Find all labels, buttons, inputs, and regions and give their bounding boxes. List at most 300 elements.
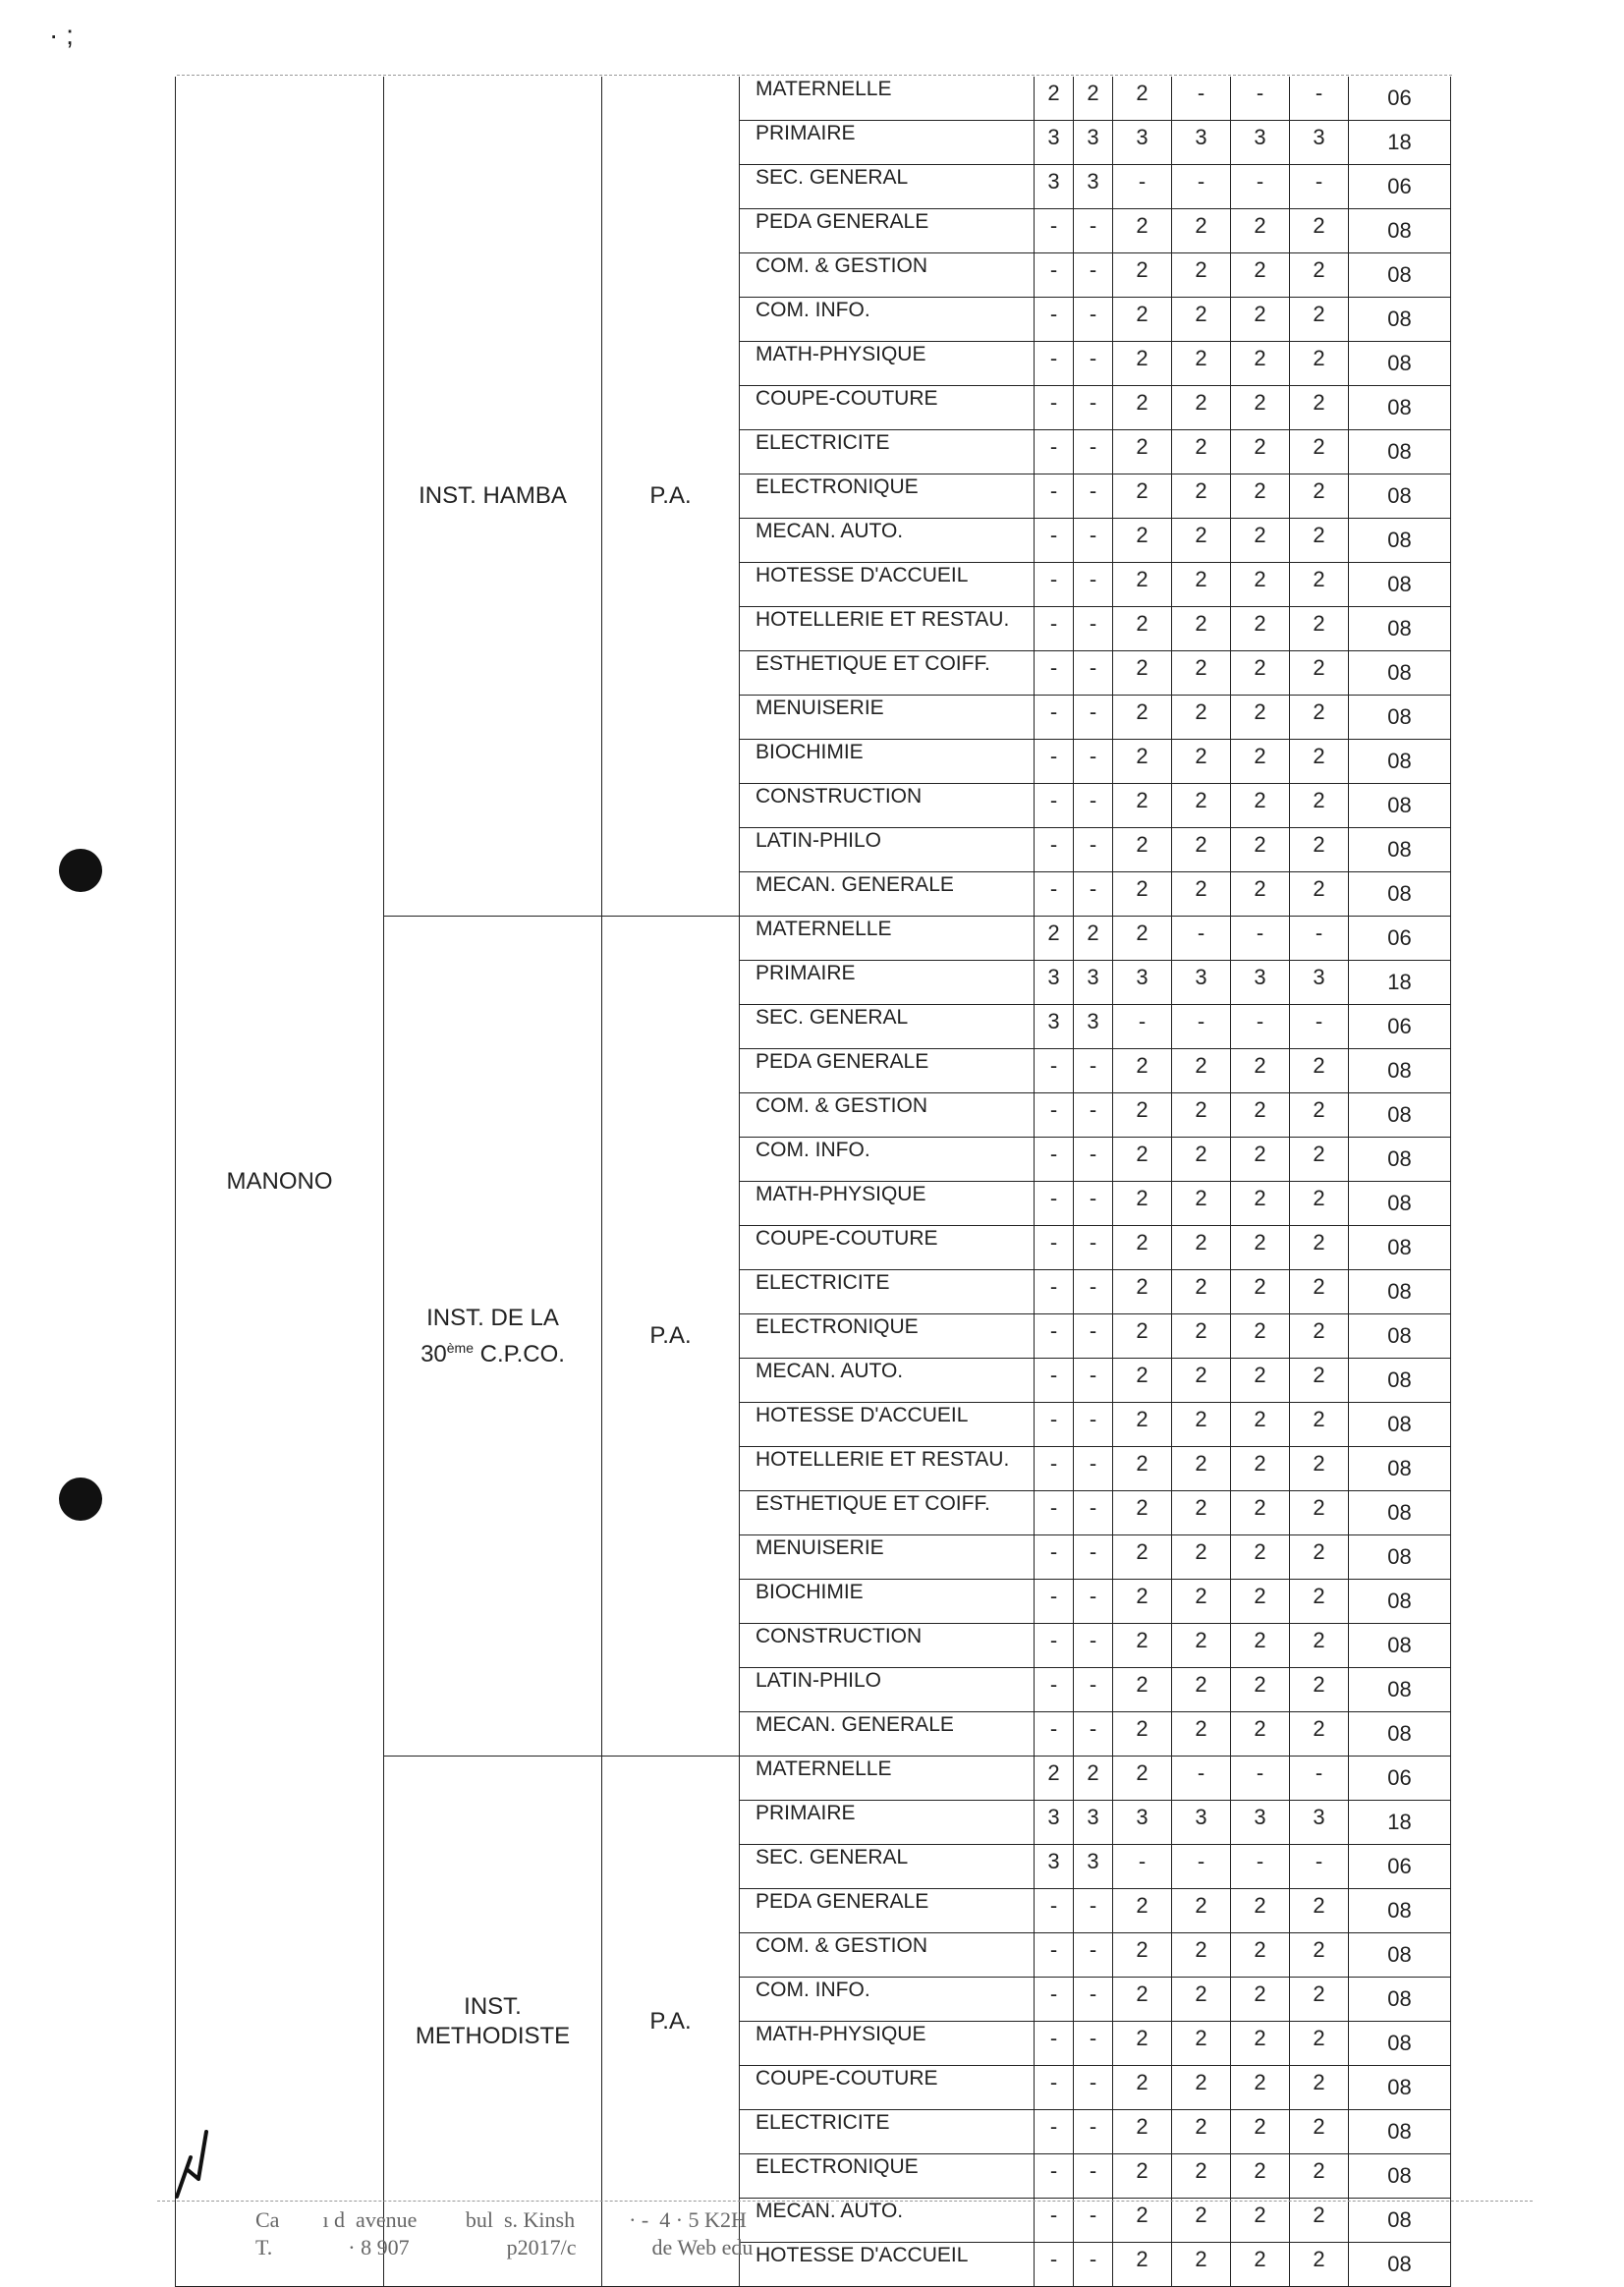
class-count-cell: 2 xyxy=(1172,2066,1231,2110)
class-count-cell: 2 xyxy=(1113,2110,1172,2154)
table-row xyxy=(176,77,1451,121)
class-count-cell: 2 xyxy=(1290,696,1349,740)
class-count-cell: 2 xyxy=(1231,1049,1290,1093)
class-count-cell: 3 xyxy=(1172,121,1231,165)
class-count-cell: 3 xyxy=(1074,165,1113,209)
class-count-cell: 2 xyxy=(1231,740,1290,784)
filiere-cell: ELECTRICITE xyxy=(740,2110,1035,2154)
class-count-cell: 2 xyxy=(1231,2110,1290,2154)
class-count-cell: 2 xyxy=(1290,1182,1349,1226)
filiere-cell: PRIMAIRE xyxy=(740,121,1035,165)
filiere-cell: MATERNELLE xyxy=(740,1757,1035,1801)
class-count-cell: 2 xyxy=(1113,563,1172,607)
class-count-cell: - xyxy=(1035,1270,1074,1314)
class-count-cell: 2 xyxy=(1113,253,1172,298)
class-count-cell: 2 xyxy=(1290,2154,1349,2199)
class-count-cell: - xyxy=(1074,2243,1113,2287)
class-count-cell: 2 xyxy=(1113,784,1172,828)
class-count-cell: 2 xyxy=(1113,740,1172,784)
filiere-cell: MECAN. GENERALE xyxy=(740,872,1035,917)
class-count-cell: 2 xyxy=(1172,1712,1231,1757)
class-count-cell: 2 xyxy=(1290,872,1349,917)
total-cell: 08 xyxy=(1349,2154,1451,2199)
class-count-cell: - xyxy=(1172,1845,1231,1889)
total-cell: 08 xyxy=(1349,1359,1451,1403)
class-count-cell: 3 xyxy=(1074,1801,1113,1845)
class-count-cell: 2 xyxy=(1113,2199,1172,2243)
class-count-cell: 2 xyxy=(1113,607,1172,651)
class-count-cell: 2 xyxy=(1290,2022,1349,2066)
class-count-cell: 2 xyxy=(1172,696,1231,740)
class-count-cell: 2 xyxy=(1172,2110,1231,2154)
filiere-cell: MATERNELLE xyxy=(740,77,1035,121)
class-count-cell: 2 xyxy=(1113,1270,1172,1314)
filiere-cell: HOTESSE D'ACCUEIL xyxy=(740,2243,1035,2287)
filiere-cell: HOTESSE D'ACCUEIL xyxy=(740,1403,1035,1447)
class-count-cell: 2 xyxy=(1231,2243,1290,2287)
total-cell: 08 xyxy=(1349,651,1451,696)
filiere-cell: BIOCHIMIE xyxy=(740,740,1035,784)
class-count-cell: - xyxy=(1035,1712,1074,1757)
class-count-cell: 2 xyxy=(1172,651,1231,696)
filiere-cell: BIOCHIMIE xyxy=(740,1580,1035,1624)
class-count-cell: 2 xyxy=(1231,1624,1290,1668)
footer xyxy=(255,2206,1484,2261)
class-count-cell: 2 xyxy=(1172,740,1231,784)
class-count-cell: - xyxy=(1074,1535,1113,1580)
class-count-cell: 2 xyxy=(1113,1491,1172,1535)
class-count-cell: - xyxy=(1035,2066,1074,2110)
class-count-cell: - xyxy=(1074,2022,1113,2066)
filiere-cell: COM. INFO. xyxy=(740,298,1035,342)
class-count-cell: 2 xyxy=(1231,563,1290,607)
class-count-cell: - xyxy=(1035,872,1074,917)
filiere-cell: LATIN-PHILO xyxy=(740,828,1035,872)
class-count-cell: 2 xyxy=(1290,784,1349,828)
class-count-cell: - xyxy=(1074,2066,1113,2110)
class-count-cell: - xyxy=(1074,253,1113,298)
class-count-cell: - xyxy=(1074,2154,1113,2199)
total-cell: 08 xyxy=(1349,2066,1451,2110)
class-count-cell: - xyxy=(1290,1845,1349,1889)
class-count-cell: 2 xyxy=(1231,1403,1290,1447)
class-count-cell: - xyxy=(1035,1624,1074,1668)
class-count-cell: - xyxy=(1074,1314,1113,1359)
class-count-cell: 3 xyxy=(1113,961,1172,1005)
territory-cell: MANONO xyxy=(176,77,384,2287)
class-count-cell: 2 xyxy=(1290,1447,1349,1491)
class-count-cell: 2 xyxy=(1113,1668,1172,1712)
total-cell: 06 xyxy=(1349,1757,1451,1801)
class-count-cell: 2 xyxy=(1113,2066,1172,2110)
filiere-cell: HOTELLERIE ET RESTAU. xyxy=(740,607,1035,651)
filiere-cell: COM. INFO. xyxy=(740,1978,1035,2022)
class-count-cell: 2 xyxy=(1172,872,1231,917)
class-count-cell: - xyxy=(1074,1403,1113,1447)
class-count-cell: - xyxy=(1074,342,1113,386)
name-prefix: 30 xyxy=(420,1340,447,1367)
class-count-cell: - xyxy=(1231,917,1290,961)
total-cell: 08 xyxy=(1349,740,1451,784)
class-count-cell: - xyxy=(1035,696,1074,740)
class-count-cell: 3 xyxy=(1035,1845,1074,1889)
class-count-cell: 2 xyxy=(1290,828,1349,872)
institution-name xyxy=(384,917,602,1757)
class-count-cell: 3 xyxy=(1074,1005,1113,1049)
total-cell: 08 xyxy=(1349,1182,1451,1226)
class-count-cell: - xyxy=(1035,1668,1074,1712)
total-cell: 08 xyxy=(1349,2022,1451,2066)
class-count-cell: 2 xyxy=(1231,872,1290,917)
class-count-cell: - xyxy=(1035,209,1074,253)
class-count-cell: - xyxy=(1172,1757,1231,1801)
class-count-cell: 2 xyxy=(1035,77,1074,121)
class-count-cell: 2 xyxy=(1172,386,1231,430)
total-cell: 08 xyxy=(1349,1712,1451,1757)
class-count-cell: 2 xyxy=(1113,1447,1172,1491)
class-count-cell: 2 xyxy=(1113,2243,1172,2287)
total-cell: 08 xyxy=(1349,1226,1451,1270)
punch-hole xyxy=(59,1478,102,1521)
class-count-cell: - xyxy=(1035,1049,1074,1093)
filiere-cell: ELECTRONIQUE xyxy=(740,1314,1035,1359)
filiere-cell: HOTESSE D'ACCUEIL xyxy=(740,563,1035,607)
class-count-cell: 2 xyxy=(1290,1889,1349,1933)
class-count-cell: 2 xyxy=(1290,253,1349,298)
class-count-cell: 3 xyxy=(1172,1801,1231,1845)
total-cell: 08 xyxy=(1349,1138,1451,1182)
class-count-cell: 3 xyxy=(1035,961,1074,1005)
filiere-cell: ELECTRICITE xyxy=(740,430,1035,474)
class-count-cell: 2 xyxy=(1231,253,1290,298)
class-count-cell: 2 xyxy=(1231,1712,1290,1757)
class-count-cell: 2 xyxy=(1113,386,1172,430)
class-count-cell: - xyxy=(1074,1447,1113,1491)
class-count-cell: 2 xyxy=(1113,342,1172,386)
footer-line-1: Ca ı d avenue bul s. Kinsh · - 4 · 5 K2H xyxy=(255,2207,747,2232)
class-count-cell: - xyxy=(1113,1845,1172,1889)
class-count-cell: 2 xyxy=(1231,209,1290,253)
class-count-cell: 3 xyxy=(1172,961,1231,1005)
total-cell: 08 xyxy=(1349,1403,1451,1447)
class-count-cell: - xyxy=(1035,607,1074,651)
total-cell: 06 xyxy=(1349,1845,1451,1889)
filiere-cell: COM. & GESTION xyxy=(740,1093,1035,1138)
class-count-cell: 2 xyxy=(1113,1093,1172,1138)
class-count-cell: 2 xyxy=(1172,2022,1231,2066)
class-count-cell: - xyxy=(1074,1138,1113,1182)
filiere-cell: MECAN. AUTO. xyxy=(740,2199,1035,2243)
class-count-cell: 2 xyxy=(1113,1359,1172,1403)
class-count-cell: 2 xyxy=(1231,2022,1290,2066)
class-count-cell: 2 xyxy=(1290,1270,1349,1314)
class-count-cell: - xyxy=(1035,253,1074,298)
regime-cell: P.A. xyxy=(602,1757,740,2287)
institution-name: INST. HAMBA xyxy=(384,77,602,917)
class-count-cell: 2 xyxy=(1113,1580,1172,1624)
filiere-cell: SEC. GENERAL xyxy=(740,1005,1035,1049)
class-count-cell: 2 xyxy=(1290,298,1349,342)
class-count-cell: 2 xyxy=(1113,2022,1172,2066)
class-count-cell: - xyxy=(1231,1757,1290,1801)
class-count-cell: - xyxy=(1035,1093,1074,1138)
class-count-cell: 2 xyxy=(1231,1270,1290,1314)
class-count-cell: - xyxy=(1074,1093,1113,1138)
class-count-cell: - xyxy=(1035,1933,1074,1978)
class-count-cell: 3 xyxy=(1231,1801,1290,1845)
class-count-cell: - xyxy=(1290,1005,1349,1049)
filiere-cell: COUPE-COUTURE xyxy=(740,386,1035,430)
institution-name-line: INST. DE LA xyxy=(426,1304,559,1331)
class-count-cell: - xyxy=(1231,77,1290,121)
total-cell: 08 xyxy=(1349,1933,1451,1978)
class-count-cell: - xyxy=(1074,607,1113,651)
class-count-cell: 2 xyxy=(1172,1049,1231,1093)
class-count-cell: 3 xyxy=(1035,121,1074,165)
class-count-cell: 2 xyxy=(1113,828,1172,872)
class-count-cell: 2 xyxy=(1113,1226,1172,1270)
class-count-cell: - xyxy=(1074,1182,1113,1226)
class-count-cell: - xyxy=(1074,1889,1113,1933)
class-count-cell: 3 xyxy=(1290,961,1349,1005)
class-count-cell: 3 xyxy=(1074,121,1113,165)
class-count-cell: 2 xyxy=(1113,1314,1172,1359)
class-count-cell: 2 xyxy=(1172,1359,1231,1403)
class-count-cell: - xyxy=(1035,386,1074,430)
filiere-cell: COM. & GESTION xyxy=(740,1933,1035,1978)
class-count-cell: 2 xyxy=(1172,1535,1231,1580)
class-count-cell: - xyxy=(1035,563,1074,607)
class-count-cell: 2 xyxy=(1231,386,1290,430)
class-count-cell: 2 xyxy=(1231,1359,1290,1403)
filiere-cell: MATH-PHYSIQUE xyxy=(740,1182,1035,1226)
filiere-cell: MATH-PHYSIQUE xyxy=(740,2022,1035,2066)
class-count-cell: - xyxy=(1074,1933,1113,1978)
class-count-cell: 3 xyxy=(1113,1801,1172,1845)
class-count-cell: 2 xyxy=(1290,386,1349,430)
class-count-cell: - xyxy=(1074,474,1113,519)
class-count-cell: - xyxy=(1074,784,1113,828)
class-count-cell: 2 xyxy=(1172,1403,1231,1447)
class-count-cell: - xyxy=(1074,1668,1113,1712)
class-count-cell: 2 xyxy=(1231,342,1290,386)
table-body xyxy=(176,77,1451,2287)
filiere-cell: MENUISERIE xyxy=(740,696,1035,740)
class-count-cell: 2 xyxy=(1172,607,1231,651)
class-count-cell: 2 xyxy=(1231,1978,1290,2022)
class-count-cell: 2 xyxy=(1113,1182,1172,1226)
class-count-cell: 2 xyxy=(1231,1182,1290,1226)
class-count-cell: - xyxy=(1074,1049,1113,1093)
total-cell: 06 xyxy=(1349,917,1451,961)
filiere-cell: COM. & GESTION xyxy=(740,253,1035,298)
filiere-cell: PEDA GENERALE xyxy=(740,209,1035,253)
regime-cell: P.A. xyxy=(602,77,740,917)
punch-hole xyxy=(59,849,102,892)
total-cell: 08 xyxy=(1349,872,1451,917)
class-count-cell: 2 xyxy=(1074,1757,1113,1801)
class-count-cell: 2 xyxy=(1113,209,1172,253)
class-count-cell: 2 xyxy=(1231,2154,1290,2199)
class-count-cell: 2 xyxy=(1172,342,1231,386)
class-count-cell: - xyxy=(1172,77,1231,121)
class-count-cell: 2 xyxy=(1113,1889,1172,1933)
filiere-cell: SEC. GENERAL xyxy=(740,165,1035,209)
class-count-cell: - xyxy=(1035,342,1074,386)
filiere-cell: COUPE-COUTURE xyxy=(740,2066,1035,2110)
class-count-cell: - xyxy=(1074,1624,1113,1668)
class-count-cell: - xyxy=(1074,298,1113,342)
class-count-cell: 2 xyxy=(1231,1491,1290,1535)
class-count-cell: 3 xyxy=(1074,1845,1113,1889)
class-count-cell: 2 xyxy=(1290,1624,1349,1668)
class-count-cell: - xyxy=(1074,519,1113,563)
class-count-cell: 3 xyxy=(1231,121,1290,165)
class-count-cell: 2 xyxy=(1231,2066,1290,2110)
class-count-cell: 2 xyxy=(1290,1403,1349,1447)
class-count-cell: - xyxy=(1035,474,1074,519)
class-count-cell: 2 xyxy=(1231,430,1290,474)
class-count-cell: 2 xyxy=(1172,1270,1231,1314)
class-count-cell: 2 xyxy=(1231,696,1290,740)
class-count-cell: 2 xyxy=(1074,77,1113,121)
class-count-cell: 2 xyxy=(1172,1889,1231,1933)
class-count-cell: 3 xyxy=(1290,1801,1349,1845)
class-count-cell: 2 xyxy=(1231,1138,1290,1182)
class-count-cell: - xyxy=(1231,165,1290,209)
class-count-cell: - xyxy=(1074,1270,1113,1314)
total-cell: 08 xyxy=(1349,2243,1451,2287)
class-count-cell: - xyxy=(1074,2199,1113,2243)
class-count-cell: 2 xyxy=(1231,1447,1290,1491)
class-count-cell: - xyxy=(1113,165,1172,209)
filiere-cell: ELECTRONIQUE xyxy=(740,474,1035,519)
class-count-cell: 2 xyxy=(1172,1624,1231,1668)
class-count-cell: 2 xyxy=(1172,1182,1231,1226)
class-count-cell: 2 xyxy=(1113,2154,1172,2199)
class-count-cell: 2 xyxy=(1290,607,1349,651)
total-cell: 08 xyxy=(1349,298,1451,342)
filiere-cell: HOTELLERIE ET RESTAU. xyxy=(740,1447,1035,1491)
class-count-cell: - xyxy=(1074,430,1113,474)
class-count-cell: - xyxy=(1074,872,1113,917)
class-count-cell: 2 xyxy=(1290,740,1349,784)
class-count-cell: 2 xyxy=(1035,917,1074,961)
class-count-cell: - xyxy=(1035,1403,1074,1447)
class-count-cell: - xyxy=(1172,165,1231,209)
class-count-cell: 2 xyxy=(1231,784,1290,828)
class-count-cell: 2 xyxy=(1290,1138,1349,1182)
class-count-cell: - xyxy=(1035,1447,1074,1491)
filiere-cell: MATH-PHYSIQUE xyxy=(740,342,1035,386)
class-count-cell: - xyxy=(1035,1182,1074,1226)
class-count-cell: 2 xyxy=(1290,1049,1349,1093)
filiere-cell: MECAN. AUTO. xyxy=(740,1359,1035,1403)
class-count-cell: 2 xyxy=(1231,1093,1290,1138)
class-count-cell: 2 xyxy=(1290,1668,1349,1712)
total-cell: 18 xyxy=(1349,121,1451,165)
filiere-cell: ELECTRONIQUE xyxy=(740,2154,1035,2199)
class-count-cell: 2 xyxy=(1172,298,1231,342)
class-count-cell: 2 xyxy=(1290,1933,1349,1978)
class-count-cell: 2 xyxy=(1113,298,1172,342)
total-cell: 08 xyxy=(1349,430,1451,474)
class-count-cell: - xyxy=(1035,651,1074,696)
class-count-cell: - xyxy=(1113,1005,1172,1049)
filiere-cell: SEC. GENERAL xyxy=(740,1845,1035,1889)
total-cell: 08 xyxy=(1349,1447,1451,1491)
class-count-cell: - xyxy=(1074,1712,1113,1757)
class-count-cell: 3 xyxy=(1074,961,1113,1005)
class-count-cell: 2 xyxy=(1290,563,1349,607)
class-count-cell: - xyxy=(1074,1359,1113,1403)
class-count-cell: 2 xyxy=(1172,253,1231,298)
filiere-cell: MATERNELLE xyxy=(740,917,1035,961)
total-cell: 18 xyxy=(1349,1801,1451,1845)
class-count-cell: 2 xyxy=(1172,2199,1231,2243)
class-count-cell: 2 xyxy=(1290,519,1349,563)
class-count-cell: 2 xyxy=(1172,1138,1231,1182)
class-count-cell: 2 xyxy=(1290,1359,1349,1403)
class-count-cell: 2 xyxy=(1290,2110,1349,2154)
class-count-cell: - xyxy=(1074,651,1113,696)
class-count-cell: 2 xyxy=(1113,1535,1172,1580)
class-count-cell: - xyxy=(1035,1314,1074,1359)
name-superscript: ème xyxy=(446,1339,474,1356)
total-cell: 08 xyxy=(1349,2199,1451,2243)
class-count-cell: 3 xyxy=(1231,961,1290,1005)
class-count-cell: - xyxy=(1035,1138,1074,1182)
total-cell: 08 xyxy=(1349,696,1451,740)
total-cell: 08 xyxy=(1349,1624,1451,1668)
class-count-cell: 2 xyxy=(1113,77,1172,121)
class-count-cell: - xyxy=(1074,1226,1113,1270)
total-cell: 08 xyxy=(1349,209,1451,253)
class-count-cell: - xyxy=(1290,917,1349,961)
class-count-cell: 2 xyxy=(1113,1138,1172,1182)
class-count-cell: 2 xyxy=(1172,1226,1231,1270)
class-count-cell: - xyxy=(1035,1889,1074,1933)
class-count-cell: - xyxy=(1035,2022,1074,2066)
total-cell: 08 xyxy=(1349,1978,1451,2022)
class-count-cell: 2 xyxy=(1290,1093,1349,1138)
class-count-cell: 2 xyxy=(1231,1535,1290,1580)
filiere-cell: MECAN. AUTO. xyxy=(740,519,1035,563)
class-count-cell: 2 xyxy=(1290,2199,1349,2243)
class-count-cell: 2 xyxy=(1231,1226,1290,1270)
class-count-cell: 2 xyxy=(1113,519,1172,563)
class-count-cell: - xyxy=(1035,298,1074,342)
class-count-cell: - xyxy=(1074,1491,1113,1535)
total-cell: 08 xyxy=(1349,253,1451,298)
filiere-cell: COUPE-COUTURE xyxy=(740,1226,1035,1270)
class-count-cell: - xyxy=(1035,430,1074,474)
class-count-cell: 2 xyxy=(1231,828,1290,872)
class-count-cell: 2 xyxy=(1172,2154,1231,2199)
class-count-cell: - xyxy=(1035,1580,1074,1624)
institution-name-line xyxy=(384,1333,601,1369)
class-count-cell: - xyxy=(1035,2199,1074,2243)
class-count-cell: 2 xyxy=(1290,209,1349,253)
top-rule xyxy=(177,75,1452,76)
class-count-cell: 2 xyxy=(1231,1889,1290,1933)
class-count-cell: 2 xyxy=(1172,474,1231,519)
class-count-cell: 2 xyxy=(1035,1757,1074,1801)
total-cell: 18 xyxy=(1349,961,1451,1005)
signature-mark xyxy=(169,2122,248,2201)
class-count-cell: - xyxy=(1290,165,1349,209)
total-cell: 08 xyxy=(1349,1049,1451,1093)
